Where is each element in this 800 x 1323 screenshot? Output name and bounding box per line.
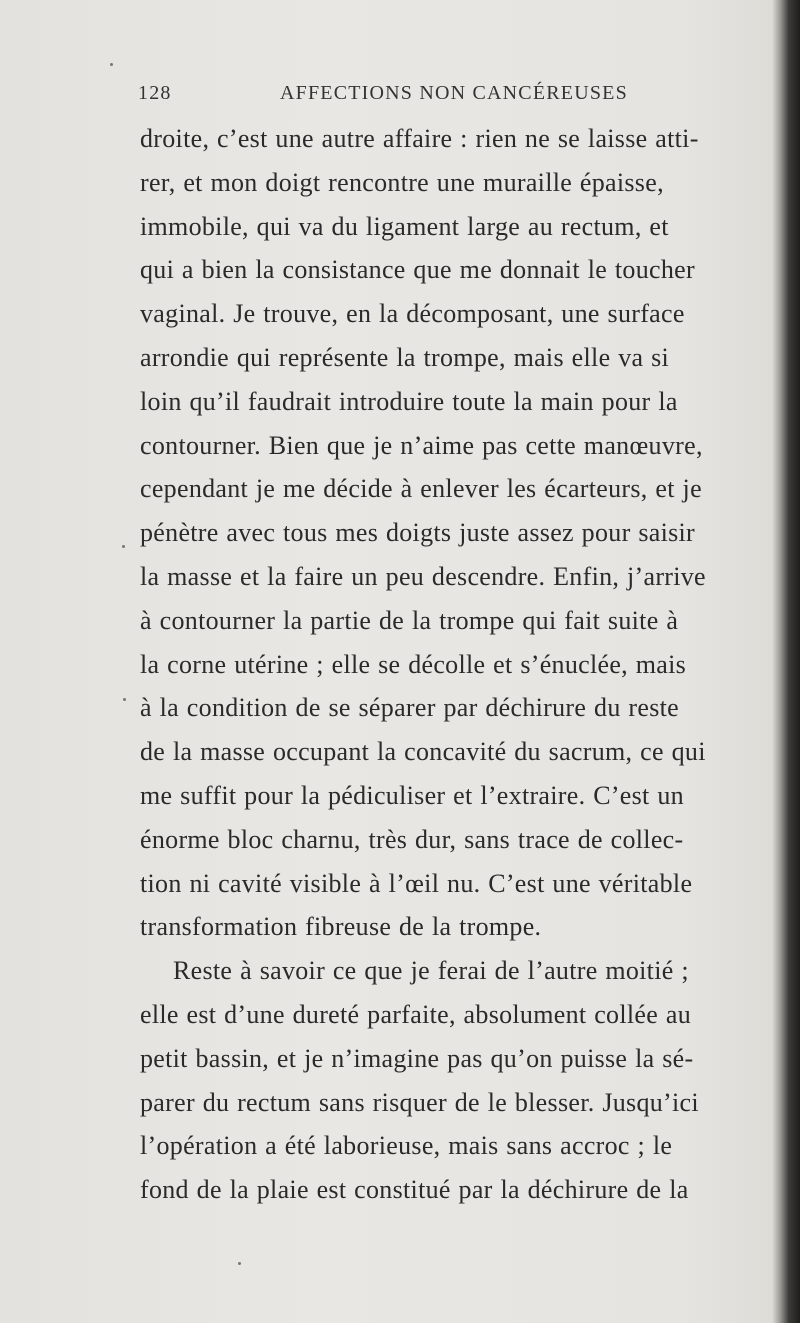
text-line: la masse et la faire un peu descendre. Enfin, j’arrive bbox=[140, 561, 706, 591]
paper-speck bbox=[238, 1262, 241, 1265]
text-line: rer, et mon doigt rencontre une muraille épaisse, bbox=[140, 167, 664, 197]
paper-speck bbox=[110, 63, 113, 66]
paper-speck bbox=[123, 698, 126, 701]
text-line: immobile, qui va du ligament large au rectum, et bbox=[140, 211, 669, 241]
text-line: contourner. Bien que je n’aime pas cette manœuvre, bbox=[140, 430, 703, 460]
text-line: de la masse occupant la concavité du sacrum, ce qui bbox=[140, 737, 706, 767]
paper-speck bbox=[122, 545, 125, 548]
text-line-indented: Reste à savoir ce que je ferai de l’autre moitié ; bbox=[173, 956, 689, 986]
text-line: me suffit pour la pédiculiser et l’extraire. C’est un bbox=[140, 780, 684, 810]
text-line: pénètre avec tous mes doigts juste assez pour saisir bbox=[140, 518, 696, 548]
text-line: elle est d’une dureté parfaite, absolument collée au bbox=[140, 999, 692, 1029]
text-line: transformation fibreuse de la trompe. bbox=[140, 912, 542, 942]
text-line: fond de la plaie est constitué par la déchirure de la bbox=[140, 1175, 689, 1205]
text-line: la corne utérine ; elle se décolle et s’énuclée, mais bbox=[140, 649, 687, 679]
text-line: arrondie qui représente la trompe, mais elle va si bbox=[140, 342, 670, 372]
text-line: parer du rectum sans risquer de le blesser. Jusqu’ici bbox=[140, 1087, 699, 1117]
body-text bbox=[140, 117, 770, 1212]
running-title: AFFECTIONS NON CANCÉREUSES bbox=[280, 82, 628, 104]
text-line: cependant je me décide à enlever les écarteurs, et je bbox=[140, 474, 702, 504]
text-line: petit bassin, et je n’imagine pas qu’on puisse la sé- bbox=[140, 1043, 694, 1073]
text-line: qui a bien la consistance que me donnait le toucher bbox=[140, 255, 695, 285]
text-line: vaginal. Je trouve, en la décomposant, une surface bbox=[140, 299, 685, 329]
text-line: droite, c’est une autre affaire : rien ne se laisse atti- bbox=[140, 124, 699, 153]
text-line: à contourner la partie de la trompe qui fait suite à bbox=[140, 605, 679, 635]
text-line: énorme bloc charnu, très dur, sans trace de collec- bbox=[140, 824, 684, 854]
text-line: l’opération a été laborieuse, mais sans accroc ; le bbox=[140, 1131, 673, 1161]
page-number: 128 bbox=[138, 82, 172, 104]
text-line: loin qu’il faudrait introduire toute la main pour la bbox=[140, 386, 678, 416]
page-header bbox=[138, 82, 648, 112]
page-binding-edge bbox=[772, 0, 800, 1323]
text-line: tion ni cavité visible à l’œil nu. C’est une véritable bbox=[140, 868, 693, 898]
text-line: à la condition de se séparer par déchirure du reste bbox=[140, 693, 680, 723]
